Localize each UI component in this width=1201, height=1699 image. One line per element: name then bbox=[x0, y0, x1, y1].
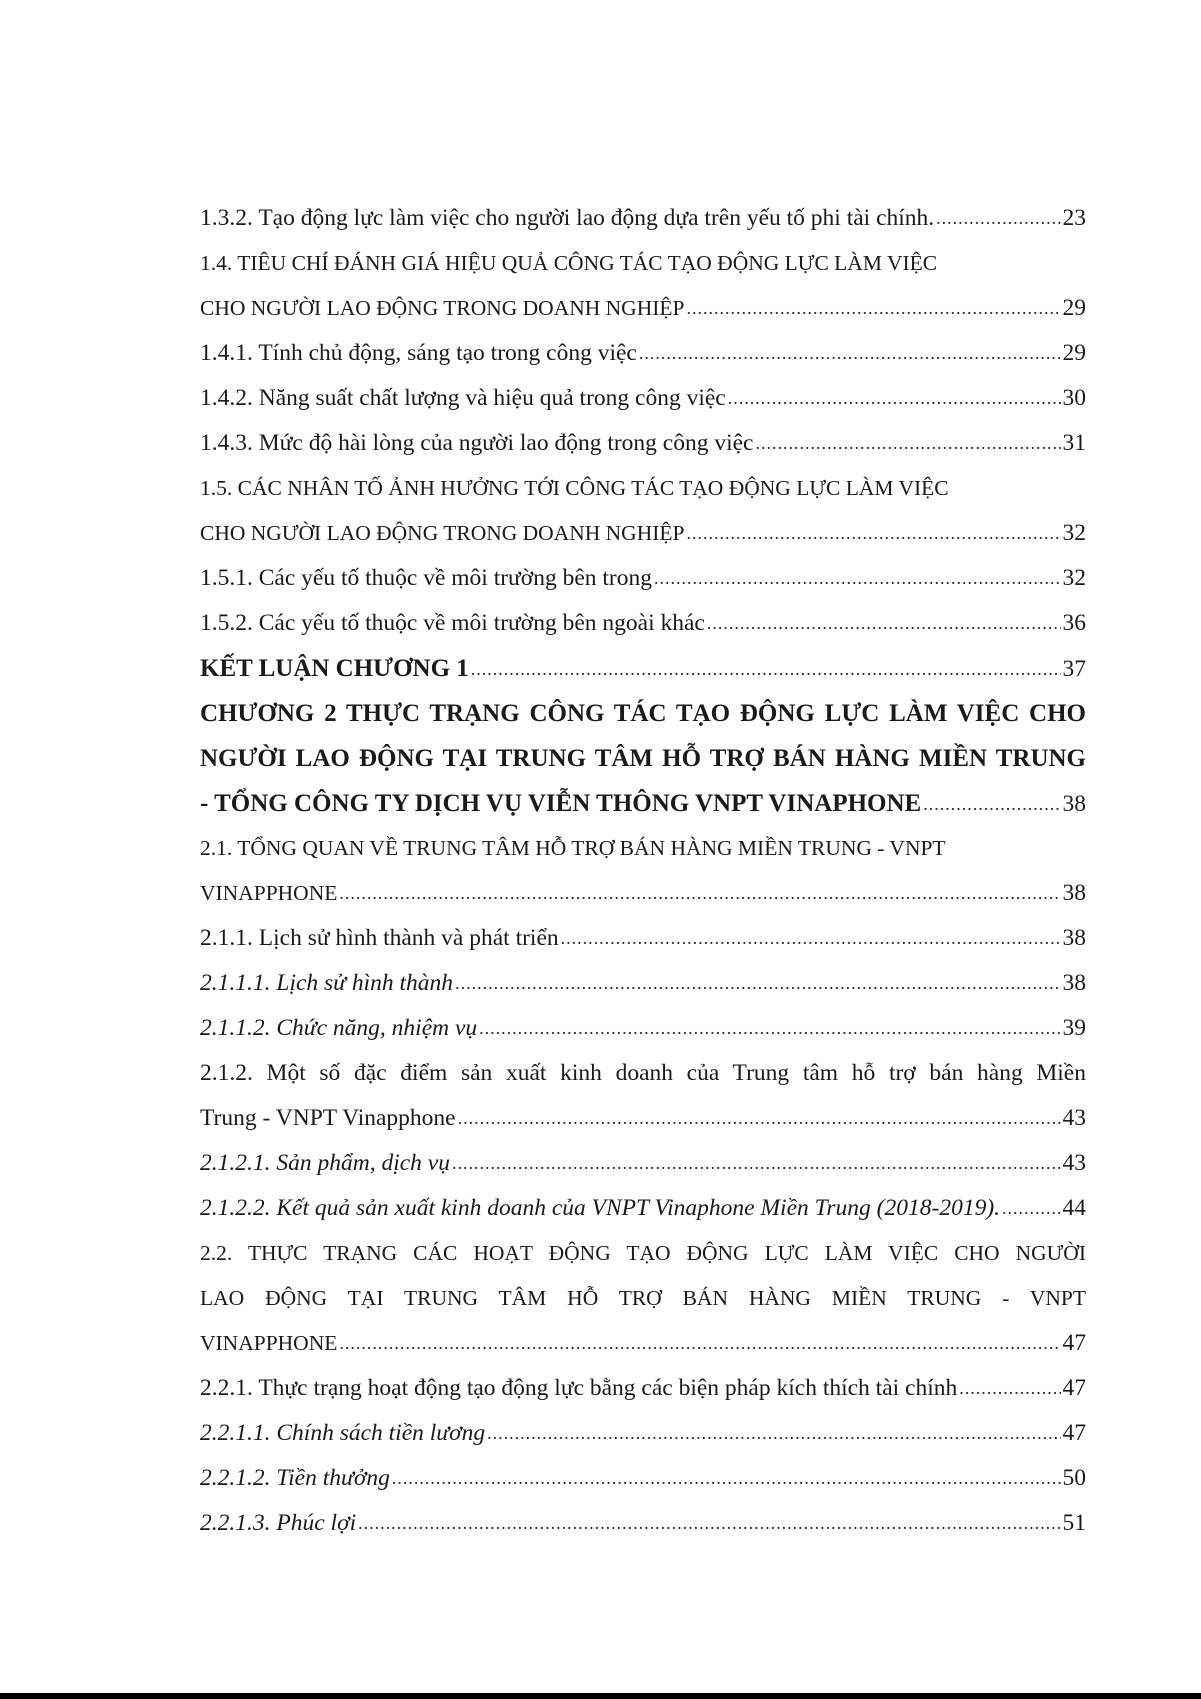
dot-leader bbox=[561, 916, 1061, 961]
dot-leader bbox=[339, 871, 1060, 916]
toc-entry-2-1-line2 bbox=[200, 871, 1086, 916]
toc-entry-text: 2.1.1.2. Chức năng, nhiệm vụ bbox=[200, 1015, 478, 1041]
toc-entry-text: Trung - VNPT Vinapphone bbox=[200, 1105, 456, 1131]
toc-entry-text: 1.5.1. Các yếu tố thuộc về môi trường bên trong bbox=[200, 565, 652, 591]
toc-entry-2-1-2-line1 bbox=[200, 1051, 1086, 1096]
toc-entry-1-5-line1 bbox=[200, 466, 1086, 511]
toc-entry-text: VINAPPHONE bbox=[200, 1331, 338, 1355]
table-of-contents bbox=[200, 196, 1086, 1546]
dot-leader bbox=[1002, 1186, 1060, 1231]
toc-entry-text: 2.1.1. Lịch sử hình thành và phát triển bbox=[200, 925, 559, 951]
dot-leader bbox=[959, 1366, 1060, 1411]
toc-page-number: 44 bbox=[1062, 1195, 1086, 1221]
toc-entry-text: 2.1.1.1. Lịch sử hình thành bbox=[200, 970, 454, 996]
toc-page-number: 47 bbox=[1062, 1330, 1086, 1356]
dot-leader bbox=[479, 1006, 1060, 1051]
toc-entry-text: 2.2.1.1. Chính sách tiền lương bbox=[200, 1420, 486, 1446]
toc-entry-text: 2.2. THỰC TRẠNG CÁC HOẠT ĐỘNG TẠO ĐỘNG LỰC LÀM VIỆC CHO NGƯỜI bbox=[200, 1241, 1086, 1265]
toc-entry-2-1-1-2 bbox=[200, 1006, 1086, 1051]
toc-entry-text: 2.2.1. Thực trạng hoạt động tạo động lực bằng các biện pháp kích thích tài chính bbox=[200, 1375, 958, 1401]
toc-entry-2-2-line1 bbox=[200, 1231, 1086, 1276]
toc-page-number: 29 bbox=[1062, 295, 1086, 321]
toc-entry-conclusion-chapter-1 bbox=[200, 646, 1086, 691]
toc-entry-text: 1.5.2. Các yếu tố thuộc về môi trường bên ngoài khác bbox=[200, 610, 705, 636]
toc-page-number: 38 bbox=[1062, 925, 1086, 951]
toc-entry-2-1-2-line2 bbox=[200, 1096, 1086, 1141]
toc-entry-1-3-2 bbox=[200, 196, 1086, 241]
toc-page-number: 36 bbox=[1062, 610, 1086, 636]
toc-entry-chapter-2-line1 bbox=[200, 691, 1086, 736]
toc-entry-text: - TỔNG CÔNG TY DỊCH VỤ VIỄN THÔNG VNPT VINAPHONE bbox=[200, 790, 922, 817]
toc-entry-text: 2.1.2.1. Sản phẩm, dịch vụ bbox=[200, 1150, 450, 1176]
toc-entry-2-2-1-3 bbox=[200, 1501, 1086, 1546]
dot-leader bbox=[923, 782, 1060, 827]
toc-entry-text: 1.4. TIÊU CHÍ ĐÁNH GIÁ HIỆU QUẢ CÔNG TÁC TẠO ĐỘNG LỰC LÀM VIỆC bbox=[200, 251, 938, 275]
dot-leader bbox=[756, 421, 1061, 466]
toc-entry-2-2-1-2 bbox=[200, 1456, 1086, 1501]
toc-entry-text: NGƯỜI LAO ĐỘNG TẠI TRUNG TÂM HỖ TRỢ BÁN HÀNG MIỀN TRUNG bbox=[200, 745, 1086, 772]
dot-leader bbox=[707, 601, 1061, 646]
toc-entry-text: 1.3.2. Tạo động lực làm việc cho người lao động dựa trên yếu tố phi tài chính. bbox=[200, 205, 935, 231]
toc-page-number: 37 bbox=[1062, 656, 1086, 682]
dot-leader bbox=[471, 647, 1061, 692]
toc-page-number: 47 bbox=[1062, 1375, 1086, 1401]
dot-leader bbox=[639, 331, 1061, 376]
toc-entry-1-4-line1 bbox=[200, 241, 1086, 286]
toc-entry-2-1-2-1 bbox=[200, 1141, 1086, 1186]
toc-entry-text: 2.2.1.2. Tiền thưởng bbox=[200, 1465, 390, 1491]
dot-leader bbox=[687, 511, 1061, 556]
dot-leader bbox=[339, 1321, 1060, 1366]
toc-page-number: 23 bbox=[1062, 205, 1086, 231]
toc-entry-1-4-line2 bbox=[200, 286, 1086, 331]
toc-entry-1-5-line2 bbox=[200, 511, 1086, 556]
toc-entry-1-4-3 bbox=[200, 421, 1086, 466]
toc-entry-text: KẾT LUẬN CHƯƠNG 1 bbox=[200, 655, 469, 682]
toc-entry-text: 1.4.2. Năng suất chất lượng và hiệu quả trong công việc bbox=[200, 385, 726, 411]
toc-entry-text: CHO NGƯỜI LAO ĐỘNG TRONG DOANH NGHIỆP bbox=[200, 296, 685, 320]
dot-leader bbox=[687, 286, 1061, 331]
toc-entry-text: CHO NGƯỜI LAO ĐỘNG TRONG DOANH NGHIỆP bbox=[200, 521, 685, 545]
dot-leader bbox=[455, 961, 1060, 1006]
toc-page-number: 43 bbox=[1062, 1105, 1086, 1131]
toc-page-number: 31 bbox=[1062, 430, 1086, 456]
toc-page-number: 32 bbox=[1062, 565, 1086, 591]
toc-entry-text: 2.2.1.3. Phúc lợi bbox=[200, 1510, 357, 1536]
toc-entry-chapter-2-line3 bbox=[200, 781, 1086, 826]
toc-entry-1-5-1 bbox=[200, 556, 1086, 601]
toc-page-number: 50 bbox=[1062, 1465, 1086, 1491]
toc-page-number: 43 bbox=[1062, 1150, 1086, 1176]
toc-page-number: 51 bbox=[1062, 1510, 1086, 1536]
toc-entry-text: 2.1. TỔNG QUAN VỀ TRUNG TÂM HỖ TRỢ BÁN HÀNG MIỀN TRUNG - VNPT bbox=[200, 836, 946, 860]
bottom-edge-bar bbox=[0, 1693, 1201, 1699]
dot-leader bbox=[392, 1456, 1061, 1501]
dot-leader bbox=[728, 376, 1061, 421]
toc-entry-text: LAO ĐỘNG TẠI TRUNG TÂM HỖ TRỢ BÁN HÀNG MIỀN TRUNG - VNPT bbox=[200, 1286, 1086, 1310]
toc-page-number: 38 bbox=[1062, 791, 1086, 817]
toc-entry-text: 2.1.2. Một số đặc điểm sản xuất kinh doanh của Trung tâm hỗ trợ bán hàng Miền bbox=[200, 1060, 1086, 1086]
toc-entry-2-2-line3 bbox=[200, 1321, 1086, 1366]
toc-entry-2-1-2-2 bbox=[200, 1186, 1086, 1231]
toc-entry-1-4-2 bbox=[200, 376, 1086, 421]
toc-page-number: 29 bbox=[1062, 340, 1086, 366]
toc-entry-2-1-1-1 bbox=[200, 961, 1086, 1006]
dot-leader bbox=[358, 1501, 1060, 1546]
dot-leader bbox=[654, 556, 1061, 601]
toc-page-number: 47 bbox=[1062, 1420, 1086, 1446]
toc-entry-text: CHƯƠNG 2 THỰC TRẠNG CÔNG TÁC TẠO ĐỘNG LỰC LÀM VIỆC CHO bbox=[200, 700, 1086, 727]
toc-entry-2-1-line1 bbox=[200, 826, 1086, 871]
toc-entry-text: VINAPPHONE bbox=[200, 881, 338, 905]
toc-entry-text: 1.5. CÁC NHÂN TỐ ẢNH HƯỞNG TỚI CÔNG TÁC TẠO ĐỘNG LỰC LÀM VIỆC bbox=[200, 476, 949, 500]
toc-page-number: 39 bbox=[1062, 1015, 1086, 1041]
dot-leader bbox=[487, 1411, 1060, 1456]
toc-page-number: 38 bbox=[1062, 970, 1086, 996]
dot-leader bbox=[458, 1096, 1061, 1141]
toc-entry-2-2-1-1 bbox=[200, 1411, 1086, 1456]
toc-entry-text: 2.1.2.2. Kết quả sản xuất kinh doanh của VNPT Vinaphone Miền Trung (2018-2019). bbox=[200, 1195, 1001, 1221]
toc-entry-1-5-2 bbox=[200, 601, 1086, 646]
toc-entry-2-2-1 bbox=[200, 1366, 1086, 1411]
toc-page-number: 30 bbox=[1062, 385, 1086, 411]
toc-entry-text: 1.4.1. Tính chủ động, sáng tạo trong công việc bbox=[200, 340, 637, 366]
toc-page-number: 32 bbox=[1062, 520, 1086, 546]
toc-entry-text: 1.4.3. Mức độ hài lòng của người lao động trong công việc bbox=[200, 430, 754, 456]
toc-entry-2-1-1 bbox=[200, 916, 1086, 961]
dot-leader bbox=[936, 196, 1060, 241]
dot-leader bbox=[452, 1141, 1061, 1186]
toc-entry-2-2-line2 bbox=[200, 1276, 1086, 1321]
toc-entry-chapter-2-line2 bbox=[200, 736, 1086, 781]
toc-page-number: 38 bbox=[1062, 880, 1086, 906]
toc-entry-1-4-1 bbox=[200, 331, 1086, 376]
